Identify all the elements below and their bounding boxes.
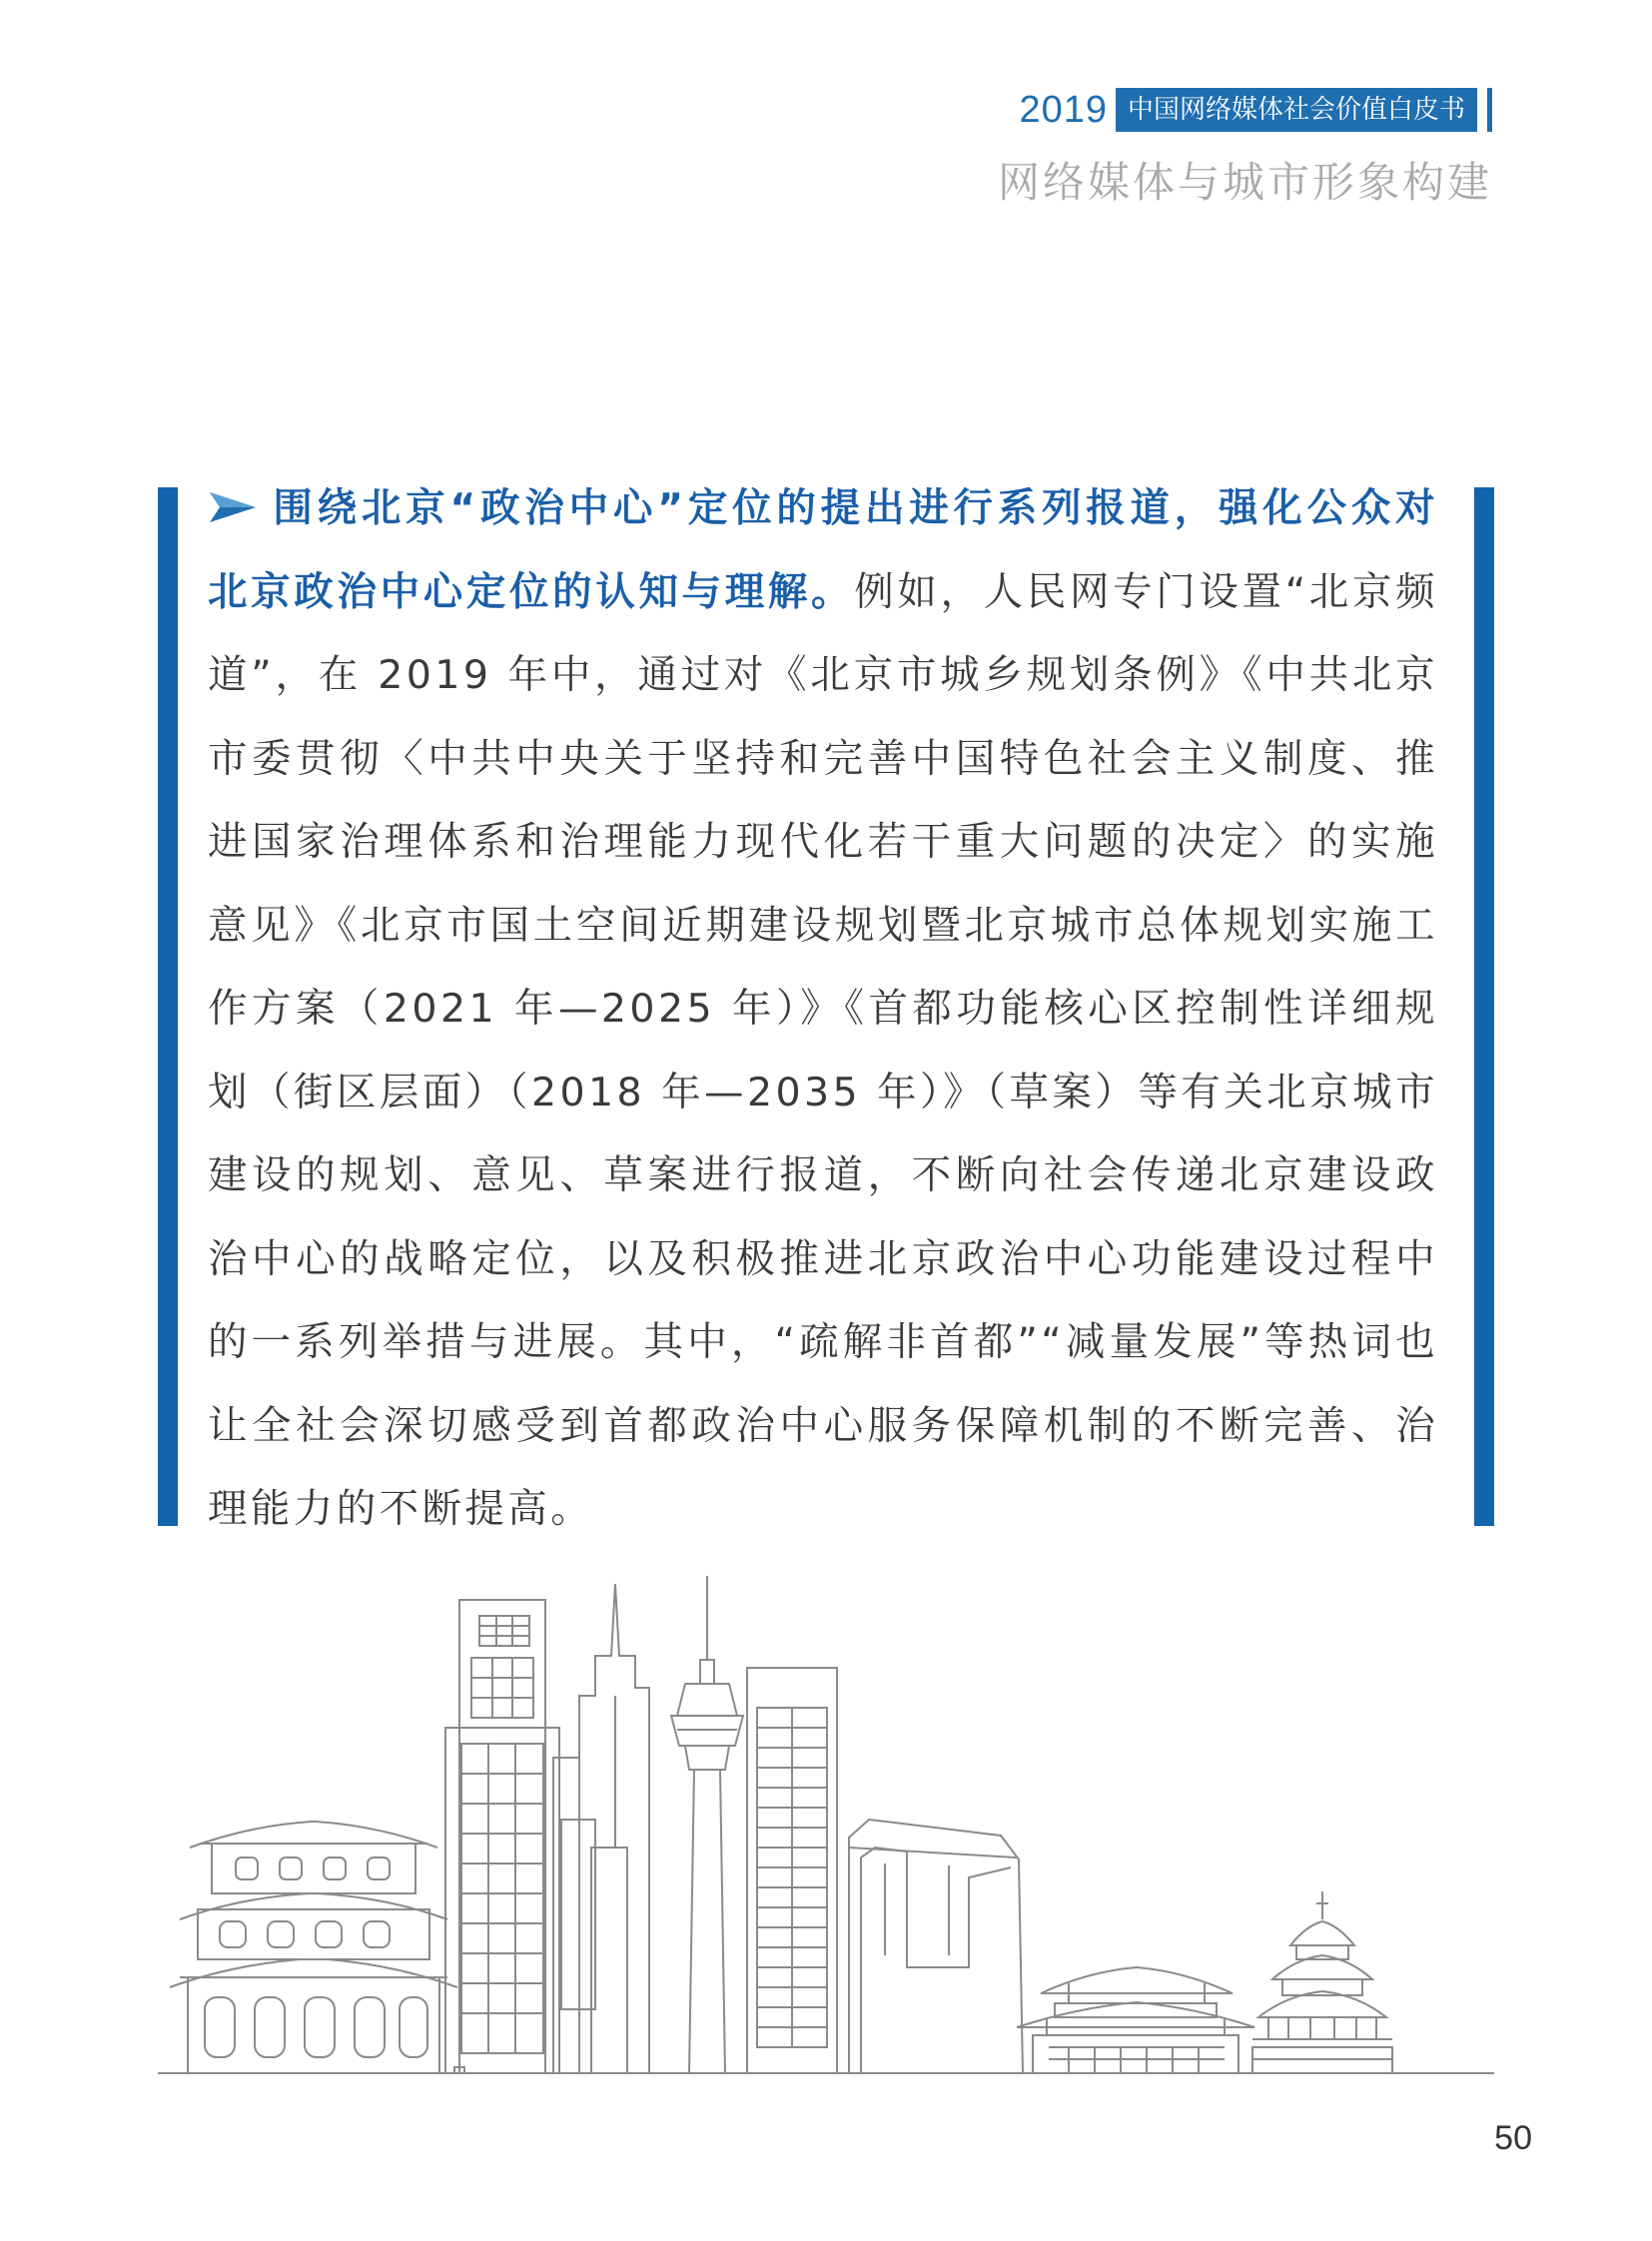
palace-hall-drawing: [1017, 1967, 1254, 2073]
header-year: 2019: [1019, 88, 1108, 131]
loop-building-drawing: [849, 1820, 1023, 2073]
body-paragraph: [208, 467, 1438, 1552]
beijing-skyline-illustration: [150, 1548, 1508, 2102]
header-accent-bar: [1487, 88, 1492, 132]
office-tower-drawing: [445, 1600, 559, 2073]
header-subtitle: 网络媒体与城市形象构建: [997, 158, 1492, 207]
highrise-building-drawing: [747, 1668, 837, 2073]
gate-tower-drawing: [170, 1822, 457, 2073]
highlight-text: 围绕北京“政治中心”定位的提出进行系列报道，强化公众对北京政治中心定位的认知与理解。: [208, 485, 1438, 615]
page-number: 50: [1494, 2119, 1532, 2157]
right-accent-bar: [1474, 487, 1494, 1526]
header-row: [1019, 86, 1492, 134]
temple-of-heaven-drawing: [1252, 1891, 1392, 2073]
arrow-bullet-icon: [208, 490, 258, 524]
body-text: 例如，人民网专门设置“北京频道”，在 2019 年中，通过对《北京市城乡规划条例》《中共北京市委贯彻〈中共中央关于坚持和完善中国特色社会主义制度、推进国家治理体系和治理能力现代化若干重大问题的决定〉的实施意见》《北京市国土空间近期建设规划暨北京城市总体规划实施工作方案（2021 年—2025 年）》《首都功能核心区控制性详细规划（街区层面）（2018 年—2035 年）》（草案）等有关北京城市建设的规划、意见、草案进行报道，不断向社会传递北京建设政治中心的战略定位，以及积极推进北京政治中心功能建设过程中的一系列举措与进展。其中，“疏解非首都”“减量发展”等热词也让全社会深切感受到首都政治中心服务保障机制的不断完善、治理能力的不断提高。: [208, 568, 1438, 1532]
spire-building-drawing: [553, 1584, 649, 2073]
tv-tower-drawing: [671, 1576, 743, 2073]
left-accent-bar: [158, 487, 178, 1526]
header-title: 中国网络媒体社会价值白皮书: [1116, 88, 1477, 132]
